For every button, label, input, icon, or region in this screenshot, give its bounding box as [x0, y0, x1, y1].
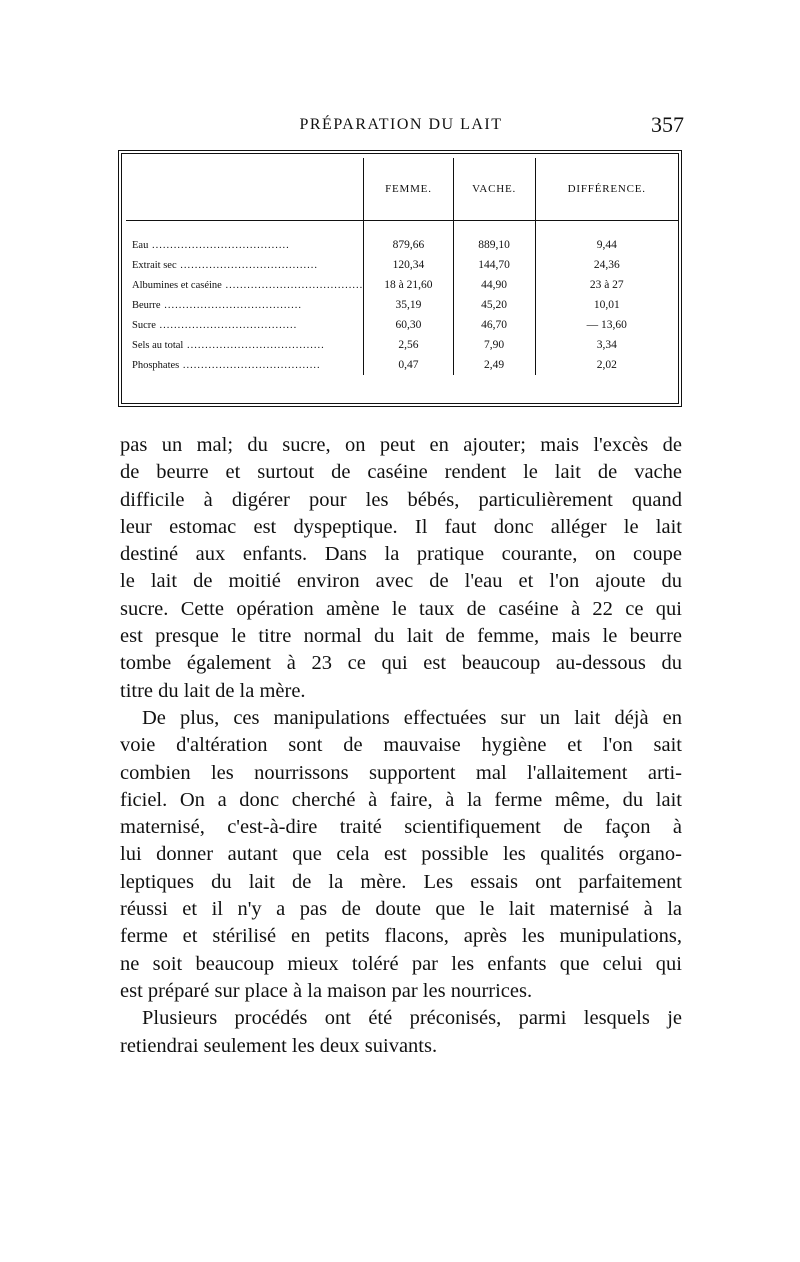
cell-vache: 7,90: [453, 335, 535, 355]
row-label-text: Eau: [132, 239, 149, 251]
cell-difference: 2,02: [535, 355, 678, 375]
table-row: [126, 221, 678, 256]
composition-table-grid: [126, 158, 678, 375]
text-line: pas un mal; du sucre, on peut en ajouter; mais l'excès de: [120, 434, 682, 456]
cell-vache: 144,70: [453, 255, 535, 275]
column-header-femme: FEMME.: [364, 158, 453, 221]
leader-dots: [222, 280, 363, 291]
text-line: est préparé sur place à la maison par les nourrices.: [120, 979, 533, 1002]
table-row: [126, 295, 678, 315]
cell-difference: — 13,60: [535, 315, 678, 335]
composition-table: [118, 150, 682, 407]
text-line: le lait de moitié environ avec de l'eau et l'on ajoute du: [120, 570, 682, 593]
table-row: [126, 315, 678, 335]
text-line: leur estomac est dyspeptique. Il faut donc alléger le lait: [120, 515, 682, 538]
table-header-row: [126, 158, 678, 221]
body-text: [120, 432, 682, 1060]
paragraph-2: [120, 705, 682, 1005]
text-line: tombe également à 23 ce qui est beaucoup au-dessous du: [120, 652, 682, 675]
table-row: [126, 335, 678, 355]
text-line: Plusieurs procédés ont été préconisés, parmi lesquels je: [142, 1007, 682, 1030]
running-head: [118, 112, 684, 142]
text-line: combien les nourrissons supportent mal l'allaitement arti-: [120, 761, 682, 784]
text-line: ficiel. On a donc cherché à faire, à la ferme même, du lait: [120, 788, 682, 811]
cell-vache: 889,10: [453, 221, 535, 256]
cell-difference: 24,36: [535, 255, 678, 275]
cell-femme: 60,30: [364, 315, 453, 335]
running-title: PRÉPARATION DU LAIT: [299, 116, 503, 133]
row-label: [126, 335, 364, 355]
text-line: est presque le titre normal du lait de femme, mais le beurre: [120, 625, 682, 648]
cell-difference: 9,44: [535, 221, 678, 256]
column-header-vache: VACHE.: [453, 158, 535, 221]
cell-vache: 45,20: [453, 295, 535, 315]
leader-dots: [161, 300, 302, 311]
cell-femme: 35,19: [364, 295, 453, 315]
text-line: réussi et il n'y a pas de doute que le lait maternisé à la: [120, 898, 682, 921]
cell-difference: 10,01: [535, 295, 678, 315]
column-header-label: [126, 158, 364, 221]
table-row: [126, 275, 678, 295]
cell-vache: 46,70: [453, 315, 535, 335]
cell-vache: 2,49: [453, 355, 535, 375]
cell-femme: 18 à 21,60: [364, 275, 453, 295]
cell-femme: 0,47: [364, 355, 453, 375]
row-label-text: Extrait sec: [132, 259, 177, 271]
row-label-text: Phosphates: [132, 359, 180, 371]
text-line: retiendrai seulement les deux suivants.: [120, 1034, 438, 1057]
text-line: titre du lait de la mère.: [120, 679, 306, 702]
row-label-text: Sels au total: [132, 339, 184, 351]
text-line: ferme et stérilisé en petits flacons, après les munipulations,: [120, 925, 682, 948]
text-line: lui donner autant que cela est possible les qualités organo-: [120, 843, 682, 866]
row-label: [126, 255, 364, 275]
leader-dots: [177, 260, 318, 271]
paragraph-1: [120, 432, 682, 705]
text-line: De plus, ces manipulations effectuées sur un lait déjà en: [142, 706, 682, 729]
row-label: [126, 315, 364, 335]
row-label: [126, 355, 364, 375]
row-label-text: Albumines et caséine: [132, 279, 222, 291]
table-row: [126, 255, 678, 275]
cell-femme: 2,56: [364, 335, 453, 355]
row-label-text: Sucre: [132, 319, 156, 331]
leader-dots: [183, 340, 324, 351]
text-line: maternisé, c'est-à-dire traité scientifiquement de façon à: [120, 816, 682, 839]
row-label: [126, 275, 364, 295]
text-line: difficile à digérer pour les bébés, particulièrement quand: [120, 488, 682, 511]
column-header-difference: DIFFÉRENCE.: [535, 158, 678, 221]
cell-difference: 23 à 27: [535, 275, 678, 295]
text-line: sucre. Cette opération amène le taux de caséine à 22 ce qui: [120, 597, 682, 620]
text-line: destiné aux enfants. Dans la pratique courante, on coupe: [120, 543, 682, 566]
text-line: de beurre et surtout de caséine rendent le lait de vache: [120, 461, 682, 484]
cell-femme: 120,34: [364, 255, 453, 275]
leader-dots: [148, 240, 289, 251]
cell-difference: 3,34: [535, 335, 678, 355]
row-label-text: Beurre: [132, 299, 161, 311]
text-line: voie d'altération sont de mauvaise hygiène et l'on sait: [120, 734, 682, 757]
text-line: ne soit beaucoup mieux toléré par les enfants que celui qui: [120, 952, 682, 975]
cell-vache: 44,90: [453, 275, 535, 295]
cell-femme: 879,66: [364, 221, 453, 256]
row-label: [126, 295, 364, 315]
row-label: [126, 221, 364, 256]
paragraph-3: [120, 1005, 682, 1060]
leader-dots: [156, 320, 297, 331]
table-row: [126, 355, 678, 375]
text-line: leptiques du lait de la mère. Les essais ont parfaitement: [120, 870, 682, 893]
leader-dots: [179, 360, 320, 371]
page-number: 357: [651, 112, 684, 137]
